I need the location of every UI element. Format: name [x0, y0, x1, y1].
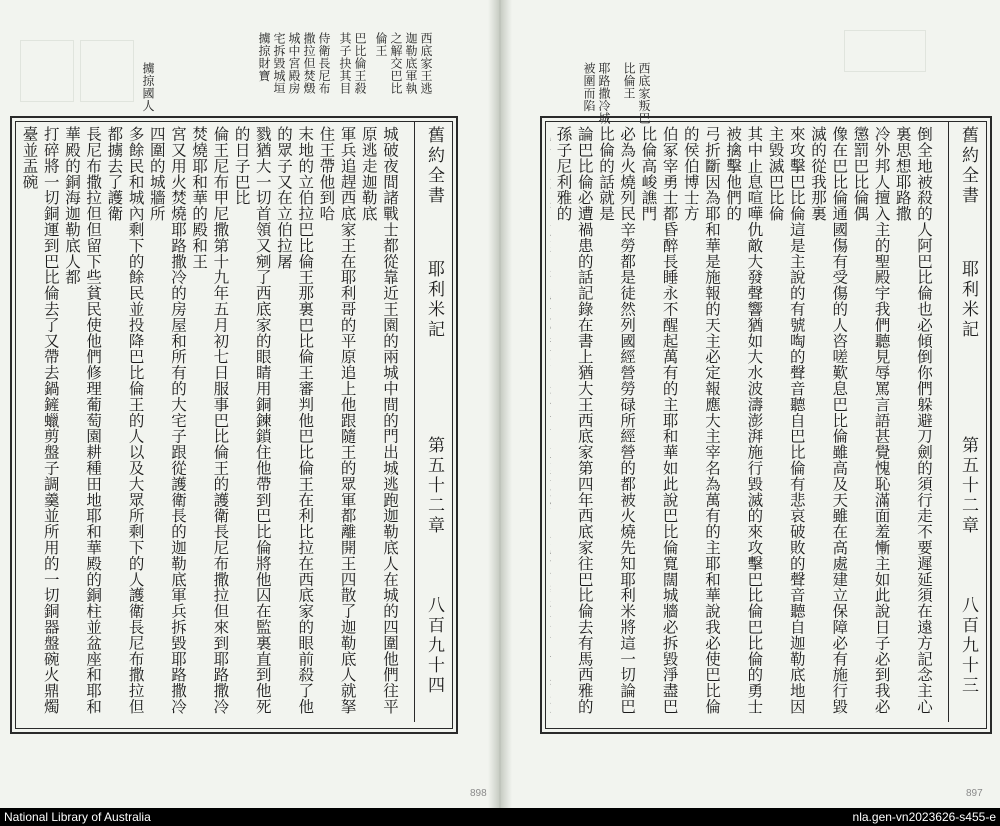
- body-column: 戮猶大一切首領又剜了西底家的眼睛用銅鍊鎖住他帶到巴比倫將他囚在監裏直到他死的日子巴比: [232, 126, 272, 715]
- footer-credit: National Library of Australia: [4, 810, 151, 824]
- bleed-through-mark: [80, 40, 134, 102]
- body-column: 打碎將一切銅運到巴比倫去了又帶去鍋鏟蠟剪盤子調羹並所用的一切銅器盤碗火鼎燭臺並盂碗: [20, 126, 60, 715]
- margin-note: 耶路撒冷城: [597, 62, 611, 125]
- margin-note: 西底家王逃: [419, 32, 433, 95]
- body-column: 來攻擊巴比倫這是主說的有號啕的聲音聽自巴比倫有悲哀破敗的聲音聽自迦勒底地因主毀滅巴比倫: [766, 126, 806, 715]
- body-column: 伯冢宰勇士都昏醉長睡永不醒起萬有的主耶和華如此說巴比倫寬闊城牆必拆毀淨盡巴比倫高峻譙門: [639, 126, 679, 715]
- footer-bar: [0, 808, 1000, 826]
- margin-note: 其子抉其目: [338, 32, 352, 95]
- margin-note: 比倫王: [622, 62, 636, 100]
- margin-note: 倫王: [374, 32, 388, 57]
- running-head-title: 耶利米記: [958, 260, 978, 340]
- margin-note: 巴比倫王殺: [353, 32, 367, 95]
- margin-note: 擄掠財寶: [257, 32, 271, 82]
- body-column: 論巴比倫必遭禍患的話記錄在書上猶大王西底家第四年西底家往巴比倫去有馬西雅的孫子尼利雅的: [554, 126, 594, 715]
- margin-note: 擄掠國人: [141, 62, 155, 112]
- body-column: 倫王尼布甲尼撒第十九年五月初七日服事巴比倫王的護衛長尼布撒拉但來到耶路撒冷焚燒耶和華的殿和王: [190, 126, 230, 715]
- scan-page-mark: 897: [966, 788, 983, 799]
- bleed-through-mark: [844, 30, 926, 72]
- margin-note: 被圍而陷: [582, 62, 596, 112]
- margin-note: 迦勒底軍執: [404, 32, 418, 95]
- book-gutter: [488, 0, 512, 808]
- scan-page-mark: 898: [470, 788, 487, 799]
- body-column: 倒全地被殺的人阿巴比倫也必傾倒你們躲避刀劍的須行走不要遲延須在遠方記念主心裏思想耶路撒: [893, 126, 933, 715]
- margin-note: 西底家叛巴: [637, 62, 651, 125]
- body-column: 長尼布撒拉但但留下些貧民使他們修理葡萄園耕種田地耶和華殿的銅柱並盆座和耶和華殿的銅海迦勒底人都: [62, 126, 103, 715]
- body-column: 弓折斷因為耶和華是施報的天主必定報應大主宰名為萬有的主耶和華說我必使巴比倫的侯伯博士方: [681, 126, 721, 715]
- body-column: 像在巴比倫通國傷有受傷的人咨嗟歎息巴比倫雖高及天雖在高處建立保障必有施行毀滅的從我那裏: [808, 126, 849, 715]
- left-body-text: [20, 126, 400, 722]
- body-column: 必為火燒列民辛勞都是徒然列國經營勞碌所經營的都被火燒先知耶利米將這一切論巴比倫的話就是: [596, 126, 637, 715]
- body-column: [550, 126, 552, 722]
- header-rule: [948, 122, 949, 722]
- running-head-book: 舊約全書: [424, 126, 444, 206]
- margin-note: 撒拉但焚燬: [302, 32, 316, 95]
- body-column: 冷外邦人擅入主的聖殿宇我們聽見辱罵言語甚覺愧恥滿面羞慚主如此說日子必到我必懲罰巴比倫偶: [851, 126, 891, 715]
- margin-note: 宅拆毀城垣: [272, 32, 286, 95]
- running-head-page-number: 八百九十三: [958, 596, 978, 696]
- footer-identifier: nla.gen-vn2023626-s455-e: [852, 810, 996, 824]
- running-head-page-number: 八百九十四: [424, 596, 444, 696]
- header-rule: [414, 122, 415, 722]
- bleed-through-mark: [20, 40, 74, 102]
- body-column: 其中止息喧嘩仇敵大發聲響猶如大水波濤澎湃施行毀滅的來攻擊巴比倫巴比倫的勇士被擒擊他們的: [724, 126, 764, 715]
- running-head-title: 耶利米記: [424, 260, 444, 340]
- body-column: 宮又用火焚燒耶路撒冷的房屋和所有的大宅子跟從護衛長的迦勒底軍兵拆毀耶路撒冷四圍的城牆所: [147, 126, 187, 715]
- body-column: 軍兵追趕西底家王在耶利哥的平原追上他跟隨王的眾軍都離開王四散了迦勒底人就拏住王帶他到哈: [317, 126, 357, 715]
- running-head-chapter: 第五十二章: [958, 436, 978, 536]
- margin-note: 之解交巴比: [389, 32, 403, 95]
- body-column: 城破夜間諸戰士都從靠近王園的兩城中間的門出城逃跑迦勒底人在城的四圍他們往平原逃走迦勒底: [359, 126, 399, 715]
- margin-note: 侍衛長尼布: [317, 32, 331, 95]
- running-head-book: 舊約全書: [958, 126, 978, 206]
- body-column: 多餘民和城內剩下的餘民並投降巴比倫王的人以及大眾所剩下的人護衛長尼布撒拉但都擄去了護衛: [105, 126, 145, 715]
- running-head-chapter: 第五十二章: [424, 436, 444, 536]
- body-column: 末地的立伯拉巴比倫王那裏巴比倫王審判他巴比倫王在利比拉在西底家的眼前殺了他的眾子又在立伯拉屠: [274, 126, 315, 715]
- right-body-text: [550, 126, 934, 722]
- margin-note: 城中宮殿房: [287, 32, 301, 95]
